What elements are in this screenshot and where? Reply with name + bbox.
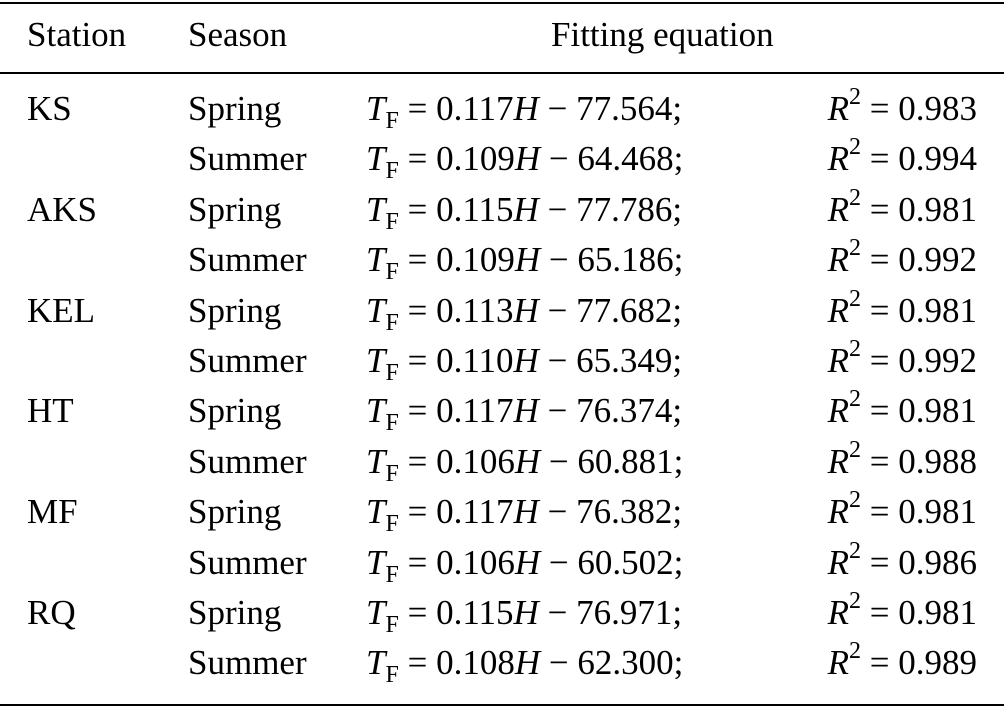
r-squared-value: 0.989 — [898, 643, 977, 682]
fitting-equation-cell: $T_F = 0.115H - 77.786$; — [366, 190, 683, 235]
fitting-equation-cell: $T_F = 0.108H - 62.300$; — [366, 643, 684, 688]
subscript-f: F — [385, 360, 399, 386]
intercept-value: 77.564 — [576, 89, 673, 128]
season-cell: Summer — [188, 240, 307, 279]
station-cell: AKS — [27, 190, 98, 229]
season-cell: Spring — [188, 492, 282, 531]
table-header-rule — [0, 72, 1004, 74]
variable-h: H — [514, 643, 541, 682]
r-squared-cell: $R^2 = 0.983$ — [827, 84, 977, 128]
season-cell: Summer — [188, 139, 307, 178]
r-squared-value: 0.981 — [898, 291, 977, 330]
subscript-f: F — [385, 158, 399, 184]
subscript-f: F — [385, 209, 399, 235]
station-cell: KEL — [27, 291, 96, 330]
table-bottom-rule — [0, 704, 1004, 706]
intercept-value: 60.502 — [577, 543, 674, 582]
r-squared-cell: $R^2 = 0.986$ — [827, 538, 977, 582]
variable-t: T — [366, 240, 386, 279]
r-squared-value: 0.981 — [898, 190, 977, 229]
variable-r: R — [827, 190, 849, 229]
slope-value: 0.113 — [436, 291, 514, 330]
header-season: Season — [188, 15, 288, 54]
superscript-2: 2 — [849, 84, 861, 110]
subscript-f: F — [385, 410, 399, 436]
season-cell: Summer — [188, 442, 307, 481]
variable-r: R — [827, 543, 849, 582]
variable-r: R — [827, 89, 849, 128]
variable-r: R — [827, 492, 849, 531]
fitting-equation-cell: $T_F = 0.117H - 76.382$; — [366, 492, 683, 537]
variable-t: T — [366, 341, 386, 380]
variable-h: H — [513, 593, 539, 632]
season-cell: Spring — [188, 391, 282, 430]
variable-r: R — [827, 240, 849, 279]
subscript-f: F — [385, 562, 399, 588]
slope-value: 0.106 — [436, 442, 515, 481]
slope-value: 0.109 — [436, 240, 515, 279]
superscript-2: 2 — [849, 286, 861, 312]
variable-h: H — [514, 240, 541, 279]
superscript-2: 2 — [849, 185, 861, 211]
r-squared-value: 0.981 — [898, 593, 977, 632]
season-cell: Summer — [188, 543, 307, 582]
r-squared-cell: $R^2 = 0.981$ — [827, 588, 977, 632]
variable-h: H — [514, 139, 541, 178]
intercept-value: 77.682 — [576, 291, 673, 330]
superscript-2: 2 — [849, 235, 861, 261]
variable-h: H — [513, 190, 539, 229]
r-squared-value: 0.981 — [898, 492, 977, 531]
intercept-value: 76.374 — [576, 391, 673, 430]
header-fitting-equation: Fitting equation — [551, 15, 774, 54]
header-station: Station — [27, 15, 127, 54]
season-cell: Spring — [188, 190, 282, 229]
intercept-value: 76.971 — [576, 593, 673, 632]
station-cell: HT — [27, 391, 74, 430]
intercept-value: 76.382 — [576, 492, 673, 531]
season-cell: Spring — [188, 89, 282, 128]
slope-value: 0.106 — [436, 543, 515, 582]
slope-value: 0.115 — [436, 593, 514, 632]
subscript-f: F — [385, 612, 399, 638]
fitting-equation-cell: $T_F = 0.106H - 60.881$; — [366, 442, 684, 487]
r-squared-cell: $R^2 = 0.989$ — [827, 638, 977, 682]
superscript-2: 2 — [849, 437, 861, 463]
r-squared-cell: $R^2 = 0.992$ — [827, 235, 977, 279]
variable-h: H — [513, 291, 539, 330]
fitting-equation-cell: $T_F = 0.117H - 77.564$; — [366, 89, 683, 134]
fitting-equation-cell: $T_F = 0.106H - 60.502$; — [366, 543, 684, 588]
superscript-2: 2 — [849, 538, 861, 564]
r-squared-value: 0.986 — [898, 543, 977, 582]
fitting-equation-cell: $T_F = 0.115H - 76.971$; — [366, 593, 683, 638]
variable-t: T — [366, 492, 386, 531]
variable-t: T — [366, 190, 386, 229]
subscript-f: F — [385, 511, 399, 537]
subscript-f: F — [385, 461, 399, 487]
r-squared-value: 0.981 — [898, 391, 977, 430]
variable-t: T — [366, 291, 386, 330]
r-squared-value: 0.992 — [898, 341, 977, 380]
r-squared-value: 0.994 — [898, 139, 977, 178]
superscript-2: 2 — [849, 487, 861, 513]
r-squared-cell: $R^2 = 0.981$ — [827, 185, 977, 229]
r-squared-cell: $R^2 = 0.981$ — [827, 286, 977, 330]
variable-t: T — [366, 139, 386, 178]
variable-h: H — [513, 391, 539, 430]
r-squared-cell: $R^2 = 0.981$ — [827, 487, 977, 531]
slope-value: 0.117 — [436, 391, 514, 430]
variable-r: R — [827, 593, 849, 632]
variable-t: T — [366, 593, 386, 632]
fitting-equation-cell: $T_F = 0.109H - 64.468$; — [366, 139, 684, 184]
intercept-value: 64.468 — [577, 139, 674, 178]
r-squared-cell: $R^2 = 0.988$ — [827, 437, 977, 481]
intercept-value: 60.881 — [577, 442, 674, 481]
superscript-2: 2 — [849, 638, 861, 664]
season-cell: Summer — [188, 341, 307, 380]
variable-r: R — [827, 341, 849, 380]
fitting-equation-cell: $T_F = 0.109H - 65.186$; — [366, 240, 684, 285]
slope-value: 0.117 — [436, 492, 514, 531]
superscript-2: 2 — [849, 134, 861, 160]
r-squared-value: 0.988 — [898, 442, 977, 481]
subscript-f: F — [385, 108, 399, 134]
variable-r: R — [827, 643, 849, 682]
slope-value: 0.110 — [436, 341, 514, 380]
season-cell: Spring — [188, 593, 282, 632]
fitting-equation-cell: $T_F = 0.110H - 65.349$; — [366, 341, 683, 386]
superscript-2: 2 — [849, 588, 861, 614]
fitting-equation-cell: $T_F = 0.117H - 76.374$; — [366, 391, 683, 436]
slope-value: 0.108 — [436, 643, 515, 682]
r-squared-value: 0.983 — [898, 89, 977, 128]
variable-r: R — [827, 391, 849, 430]
r-squared-value: 0.992 — [898, 240, 977, 279]
variable-t: T — [366, 442, 386, 481]
station-cell: KS — [27, 89, 72, 128]
variable-t: T — [366, 643, 386, 682]
variable-r: R — [827, 139, 849, 178]
variable-h: H — [513, 89, 539, 128]
variable-h: H — [513, 492, 539, 531]
r-squared-cell: $R^2 = 0.992$ — [827, 336, 977, 380]
variable-t: T — [366, 89, 386, 128]
slope-value: 0.115 — [436, 190, 514, 229]
intercept-value: 62.300 — [577, 643, 674, 682]
season-cell: Summer — [188, 643, 307, 682]
season-cell: Spring — [188, 291, 282, 330]
superscript-2: 2 — [849, 386, 861, 412]
intercept-value: 77.786 — [576, 190, 673, 229]
r-squared-cell: $R^2 = 0.994$ — [827, 134, 977, 178]
variable-t: T — [366, 391, 386, 430]
fitting-equation-cell: $T_F = 0.113H - 77.682$; — [366, 291, 683, 336]
station-cell: MF — [27, 492, 78, 531]
intercept-value: 65.186 — [577, 240, 674, 279]
variable-h: H — [514, 543, 541, 582]
slope-value: 0.117 — [436, 89, 514, 128]
variable-r: R — [827, 291, 849, 330]
intercept-value: 65.349 — [576, 341, 673, 380]
subscript-f: F — [385, 310, 399, 336]
r-squared-cell: $R^2 = 0.981$ — [827, 386, 977, 430]
variable-h: H — [513, 341, 539, 380]
subscript-f: F — [385, 259, 399, 285]
variable-h: H — [514, 442, 541, 481]
superscript-2: 2 — [849, 336, 861, 362]
table-top-rule — [0, 2, 1004, 4]
slope-value: 0.109 — [436, 139, 515, 178]
variable-r: R — [827, 442, 849, 481]
station-cell: RQ — [27, 593, 76, 632]
subscript-f: F — [385, 662, 399, 688]
variable-t: T — [366, 543, 386, 582]
